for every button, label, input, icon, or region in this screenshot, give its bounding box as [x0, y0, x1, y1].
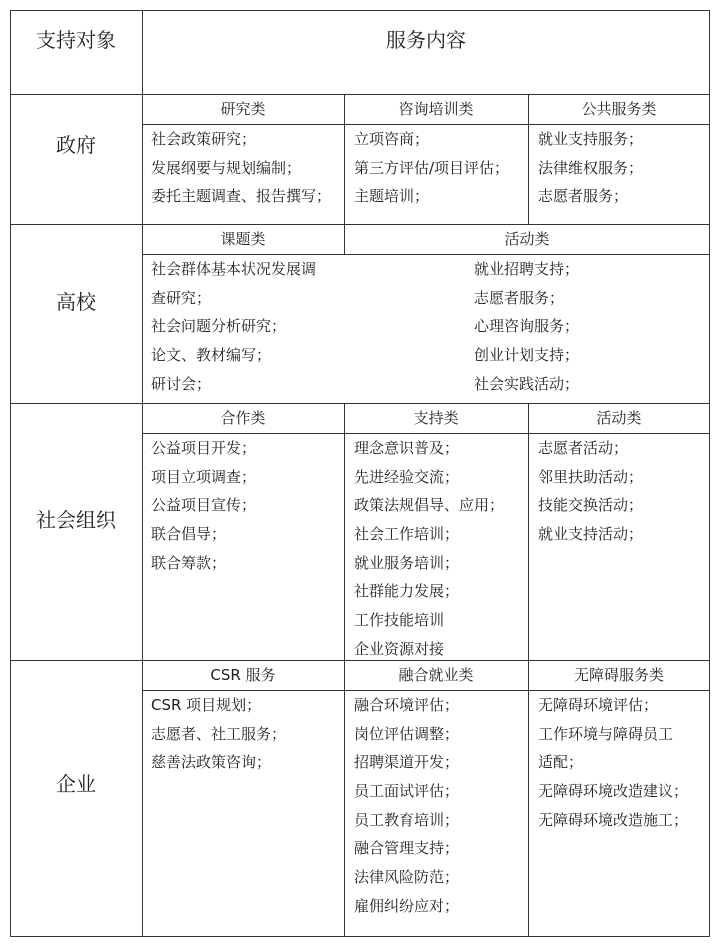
list-item: 第三方评估/项目评估； [354, 158, 510, 177]
list-item: 社群能力发展； [354, 582, 460, 601]
list-item: 委托主题调查、报告撰写； [151, 187, 332, 206]
category-csr: CSR 服务 [210, 666, 276, 684]
list-item: 法律风险防范； [354, 868, 460, 887]
category-org-activities: 活动类 [596, 409, 642, 427]
list-item: 研讨会； [151, 374, 212, 393]
list-item: 志愿者服务； [538, 187, 629, 206]
list-item: 发展纲要与规划编制； [151, 158, 302, 177]
category-topics: 课题类 [220, 230, 266, 248]
list-item: 社会群体基本状况发展调 [151, 260, 317, 278]
uni-topics-list [151, 255, 316, 398]
category-activities: 活动类 [504, 230, 550, 248]
list-item: CSR 项目规划； [151, 696, 262, 714]
list-item: 无障碍环境评估； [538, 696, 659, 714]
list-item: 无障碍环境改造建议； [538, 782, 689, 801]
list-item: 先进经验交流； [354, 467, 460, 486]
list-item: 法律维权服务； [538, 158, 644, 177]
list-item: 慈善法政策咨询； [151, 753, 272, 772]
header-target: 支持对象 [36, 28, 116, 52]
target-social-org: 社会组织 [36, 508, 116, 532]
list-item: 员工教育培训； [354, 810, 460, 829]
gov-research-list [151, 125, 331, 211]
list-item: 就业支持活动； [538, 525, 644, 544]
list-item: 工作环境与障碍员工 [538, 724, 674, 743]
list-item: 岗位评估调整； [354, 724, 460, 743]
list-item: 志愿者服务； [474, 288, 565, 307]
list-item: 志愿者活动； [538, 439, 629, 457]
list-item: 公益项目开发； [151, 439, 257, 457]
ent-csr-list [151, 691, 286, 777]
list-item: 无障碍环境改造施工； [538, 810, 689, 829]
list-item: 就业支持服务； [538, 130, 644, 148]
list-item: 社会问题分析研究； [151, 317, 287, 336]
list-item: 心理咨询服务； [474, 317, 580, 336]
category-support: 支持类 [413, 409, 459, 427]
list-item: 创业计划支持； [474, 346, 580, 365]
category-cooperation: 合作类 [220, 409, 266, 427]
target-university: 高校 [56, 290, 96, 314]
list-item: 企业资源对接 [354, 639, 445, 658]
list-item: 立项咨商； [354, 130, 430, 148]
list-item: 社会工作培训； [354, 525, 460, 544]
list-item: 就业招聘支持； [474, 260, 580, 278]
org-activities-list [538, 434, 643, 549]
list-item: 融合环境评估； [354, 696, 460, 714]
list-item: 员工面试评估； [354, 782, 460, 801]
gov-public-list [538, 125, 643, 211]
list-item: 工作技能培训 [354, 611, 445, 630]
list-item: 社会实践活动； [474, 374, 580, 393]
category-accessibility: 无障碍服务类 [573, 666, 664, 684]
category-research: 研究类 [220, 100, 266, 118]
list-item: 论文、教材编写； [151, 346, 272, 365]
target-government: 政府 [56, 133, 96, 157]
column-divider [142, 10, 143, 937]
list-item: 联合筹款； [151, 553, 227, 572]
list-item: 志愿者、社工服务； [151, 724, 287, 743]
gov-consulting-list [354, 125, 509, 211]
ent-integration-list [354, 691, 459, 921]
list-item: 查研究； [151, 288, 212, 307]
header-service: 服务内容 [386, 28, 466, 52]
org-support-list [354, 434, 504, 664]
list-item: 技能交换活动； [538, 496, 644, 515]
list-item: 招聘渠道开发； [354, 753, 460, 772]
list-item: 邻里扶助活动； [538, 467, 644, 486]
category-inclusive-employment: 融合就业类 [398, 666, 474, 684]
list-item: 雇佣纠纷应对； [354, 896, 460, 915]
ent-accessibility-list [538, 691, 688, 834]
list-item: 适配； [538, 753, 584, 772]
list-item: 政策法规倡导、应用； [354, 496, 505, 515]
uni-activities-list [474, 255, 579, 398]
list-item: 联合倡导； [151, 525, 227, 544]
target-enterprise: 企业 [56, 772, 96, 796]
list-item: 就业服务培训； [354, 553, 460, 572]
list-item: 项目立项调查； [151, 467, 257, 486]
list-item: 主题培训； [354, 187, 430, 206]
list-item: 公益项目宣传； [151, 496, 257, 515]
list-item: 融合管理支持； [354, 839, 460, 858]
list-item: 社会政策研究； [151, 130, 257, 148]
list-item: 理念意识普及； [354, 439, 460, 457]
category-consulting-training: 咨询培训类 [398, 100, 474, 118]
org-cooperation-list [151, 434, 256, 577]
category-public-service: 公共服务类 [581, 100, 657, 118]
